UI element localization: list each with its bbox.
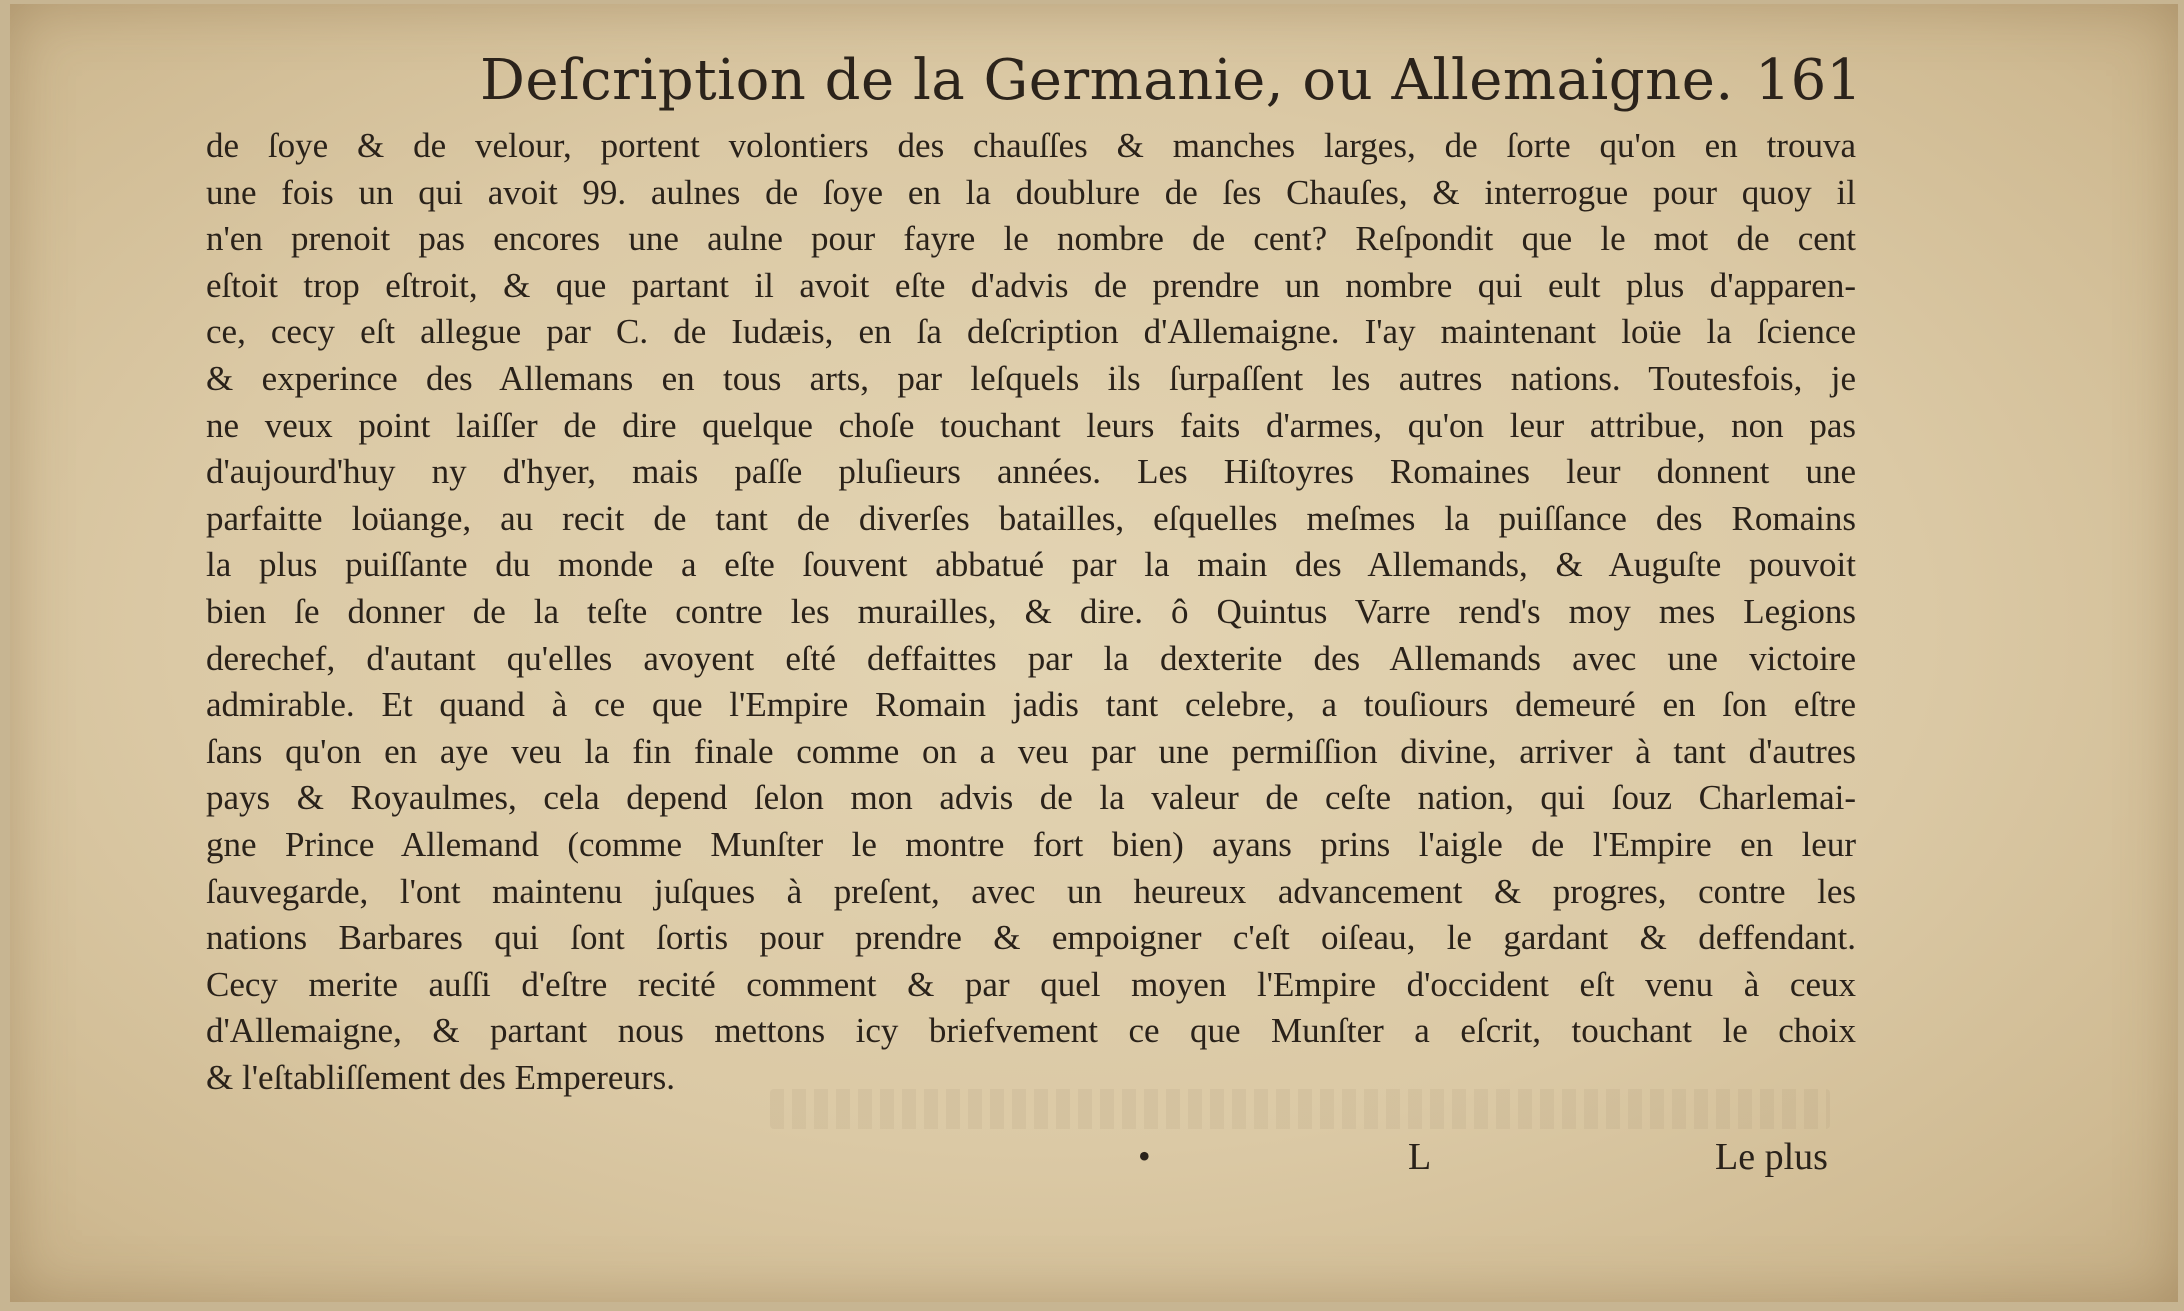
catchword: Le plus — [1715, 1136, 1828, 1178]
text-line: pays & Royaulmes, cela depend ſelon mon advis de la valeur de ceſte nation, qui ſouz Charlemai- — [206, 778, 1856, 818]
text-line: ce, cecy eſt allegue par C. de Iudæis, en ſa deſcription d'Allemaigne. I'ay maintenant loüe la ſcience — [206, 312, 1856, 352]
signature-mark: L — [1408, 1136, 1432, 1178]
text-line: ne veux point laiſſer de dire quelque choſe touchant leurs faits d'armes, qu'on leur attribue, non pas — [206, 405, 1856, 445]
text-line-last: & l'eſtabliſſement des Empereurs. — [206, 1057, 675, 1097]
page-footer — [10, 1135, 2178, 1195]
text-line: n'en prenoit pas encores une aulne pour fayre le nombre de cent? Reſpondit que le mot de cent — [206, 219, 1856, 259]
text-line: ſans qu'on en aye veu la fin finale comme on a veu par une permiſſion divine, arriver à tant d'autres — [206, 731, 1856, 771]
text-line: parfaitte loüange, au recit de tant de diverſes batailles, eſquelles meſmes la puiſſance des Romains — [206, 498, 1856, 538]
text-line: nations Barbares qui ſont ſortis pour prendre & empoigner c'eſt oiſeau, le gardant & deffendant. — [206, 918, 1856, 958]
page-number: 161 — [1755, 48, 1862, 113]
text-line: d'aujourd'huy ny d'hyer, mais paſſe pluſieurs années. Les Hiſtoyres Romaines leur donnent une — [206, 452, 1856, 492]
running-title: Deſcription de la Germanie, ou Allemaigne. — [480, 48, 1734, 113]
body-text — [206, 123, 1856, 1101]
text-line: derechef, d'autant qu'elles avoyent eſté deffaittes par la dexterite des Allemands avec une victoire — [206, 638, 1856, 678]
text-line: une fois un qui avoit 99. aulnes de ſoye en la doublure de ſes Chauſes, & interrogue pour quoy il — [206, 172, 1856, 212]
text-line: bien ſe donner de la teſte contre les murailles, & dire. ô Quintus Varre rend's moy mes Legions — [206, 591, 1856, 631]
text-line: la plus puiſſante du monde a eſte ſouvent abbatué par la main des Allemands, & Auguſte pouvoit — [206, 545, 1856, 585]
show-through-text — [770, 1089, 1830, 1129]
text-line: eſtoit trop eſtroit, & que partant il avoit eſte d'advis de prendre un nombre qui eult plus d'apparen- — [206, 265, 1856, 305]
text-line: d'Allemaigne, & partant nous mettons icy briefvement ce que Munſter a eſcrit, touchant le choix — [206, 1011, 1856, 1051]
footer-ornament: • — [1138, 1136, 1151, 1176]
text-line: de ſoye & de velour, portent volontiers des chauſſes & manches larges, de ſorte qu'on en trouva — [206, 126, 1856, 165]
book-page — [10, 4, 2178, 1302]
text-line: ſauvegarde, l'ont maintenu juſques à preſent, avec un heureux advancement & progres, contre les — [206, 871, 1856, 911]
text-line: gne Prince Allemand (comme Munſter le montre fort bien) ayans prins l'aigle de l'Empire en leur — [206, 824, 1856, 864]
text-line: admirable. Et quand à ce que l'Empire Romain jadis tant celebre, a touſiours demeuré en ſon eſtre — [206, 685, 1856, 725]
text-line: & experince des Allemans en tous arts, par leſquels ils ſurpaſſent les autres nations. Toutesfois, je — [206, 358, 1856, 398]
text-line: Cecy merite auſſi d'eſtre recité comment & par quel moyen l'Empire d'occident eſt venu à ceux — [206, 964, 1856, 1004]
